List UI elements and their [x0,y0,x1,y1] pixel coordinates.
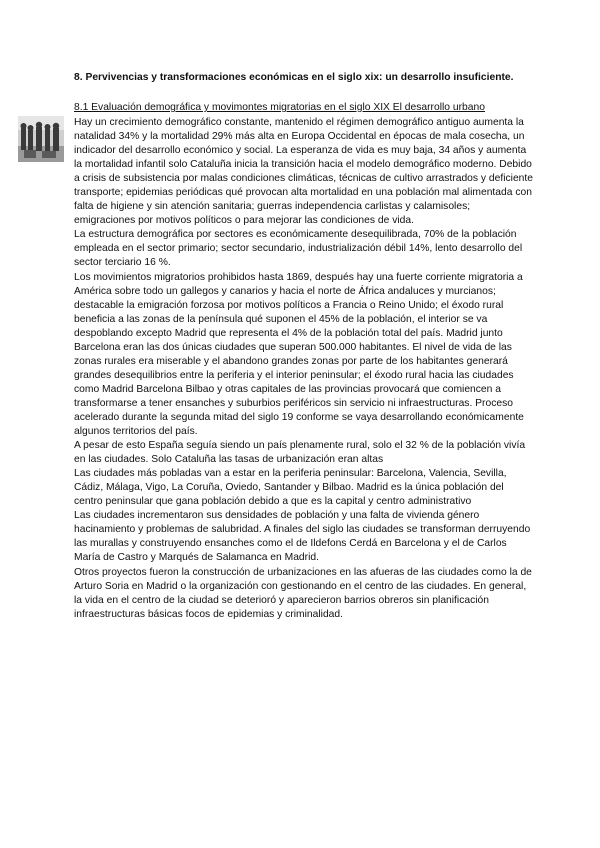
paragraph: A pesar de esto España seguía siendo un país plenamente rural, solo el 32 % de la población vivía en las ciudades. Solo Cataluña las tasas de urbanización eran altas [74,440,526,466]
historical-photo-thumbnail [18,116,64,162]
section-heading: 8. Pervivencias y transformaciones económicas en el siglo xix: un desarrollo insuficiente. [74,72,514,83]
subsection-heading: 8.1 Evaluación demográfica y movimontes migratorias en el siglo XIX El desarrollo urbano [74,102,485,113]
paragraph: Las ciudades incrementaron sus densidades de población y una falta de vivienda género hacinamiento y problemas de salubridad. A finales del siglo las ciudades se transforman derruyendo las murallas y construyendo ensanches como el de Ildefons Cerdá en Barcelona y el de Carlos María de Castro y Marqués de Salamanca en Madrid. [74,510,531,564]
paragraph: La estructura demográfica por sectores es económicamente desequilibrada, 70% de la población empleada en el sector primario; sector secundario, industrialización débil 14%, lento desarrollo del sector terciario 16 %. [74,229,523,269]
paragraph: Otros proyectos fueron la construcción de urbanizaciones en las afueras de las ciudades como la de Arturo Soria en Madrid o la organización con gestionando en el centro de las ciudades. En general, la vida en el centro de la ciudad se deterioró y aparecieron barrios obreros sin planificación infraestructuras básicas focos de epidemias y criminalidad. [74,566,532,620]
body-text [74,116,534,622]
paragraph: Los movimientos migratorios prohibidos hasta 1869, después hay una fuerte corriente migratoria a América sobre todo un gallegos y canarios y hacia el norte de África andaluces y murcianos; destacable la emigración forzosa por motivos políticos a Francia o Reino Unido; el éxodo rural beneficia a las zonas de la península qué suponen el 45% de la población, el interior se va despoblando excepto Madrid que representa el 4% de la población total del país. Madrid junto Barcelona eran las dos únicas ciudades que superan 500.000 habitantes. El nivel de vida de las zonas rurales era miserable y el abandono grandes zonas por parte de los habitantes generará grandes desequilibrios entre la periferia y el interior peninsular; el éxodo rural hacia las ciudades como Madrid Barcelona Bilbao y otras capitales de las provincias provocará que comiencen a transformarse a tener ensanches y suburbios periféricos sin servicio ni infraestructuras. Proceso acelerado durante la segunda mitad del siglo 19 conforme se vaya desarrollando económicamente algunos territorios del país. [74,271,524,438]
paragraph: Hay un crecimiento demográfico constante, mantenido el régimen demográfico antiguo aumenta la natalidad 34% y la mortalidad 29% más alta en Europa Occidental en épocas de mala cosecha, un indicador del desarrollo económico y social. La esperanza de vida es muy baja, 34 años y aumenta la mortalidad infantil solo Cataluña inicia la transición hacia el modelo demográfico moderno. Debido a crisis de subsistencia por malas condiciones climáticas, técnicas de cultivo arrastrados y deficiente transporte; epidemias periódicas qué provocan alta mortalidad en una población mal alimentada con falta de higiene y sin atención sanitaria; guerras independencia carlistas y calamisoles; emigraciones por motivos políticos o para mejorar las condiciones de vida. [74,117,533,227]
paragraph: Las ciudades más pobladas van a estar en la periferia peninsular: Barcelona, Valencia, Sevilla, Cádiz, Málaga, Vigo, La Coruña, Oviedo, Santander y Bilbao. Madrid es la única población del centro peninsular que gana población debido a que es la capital y centro administrativo [74,468,507,508]
